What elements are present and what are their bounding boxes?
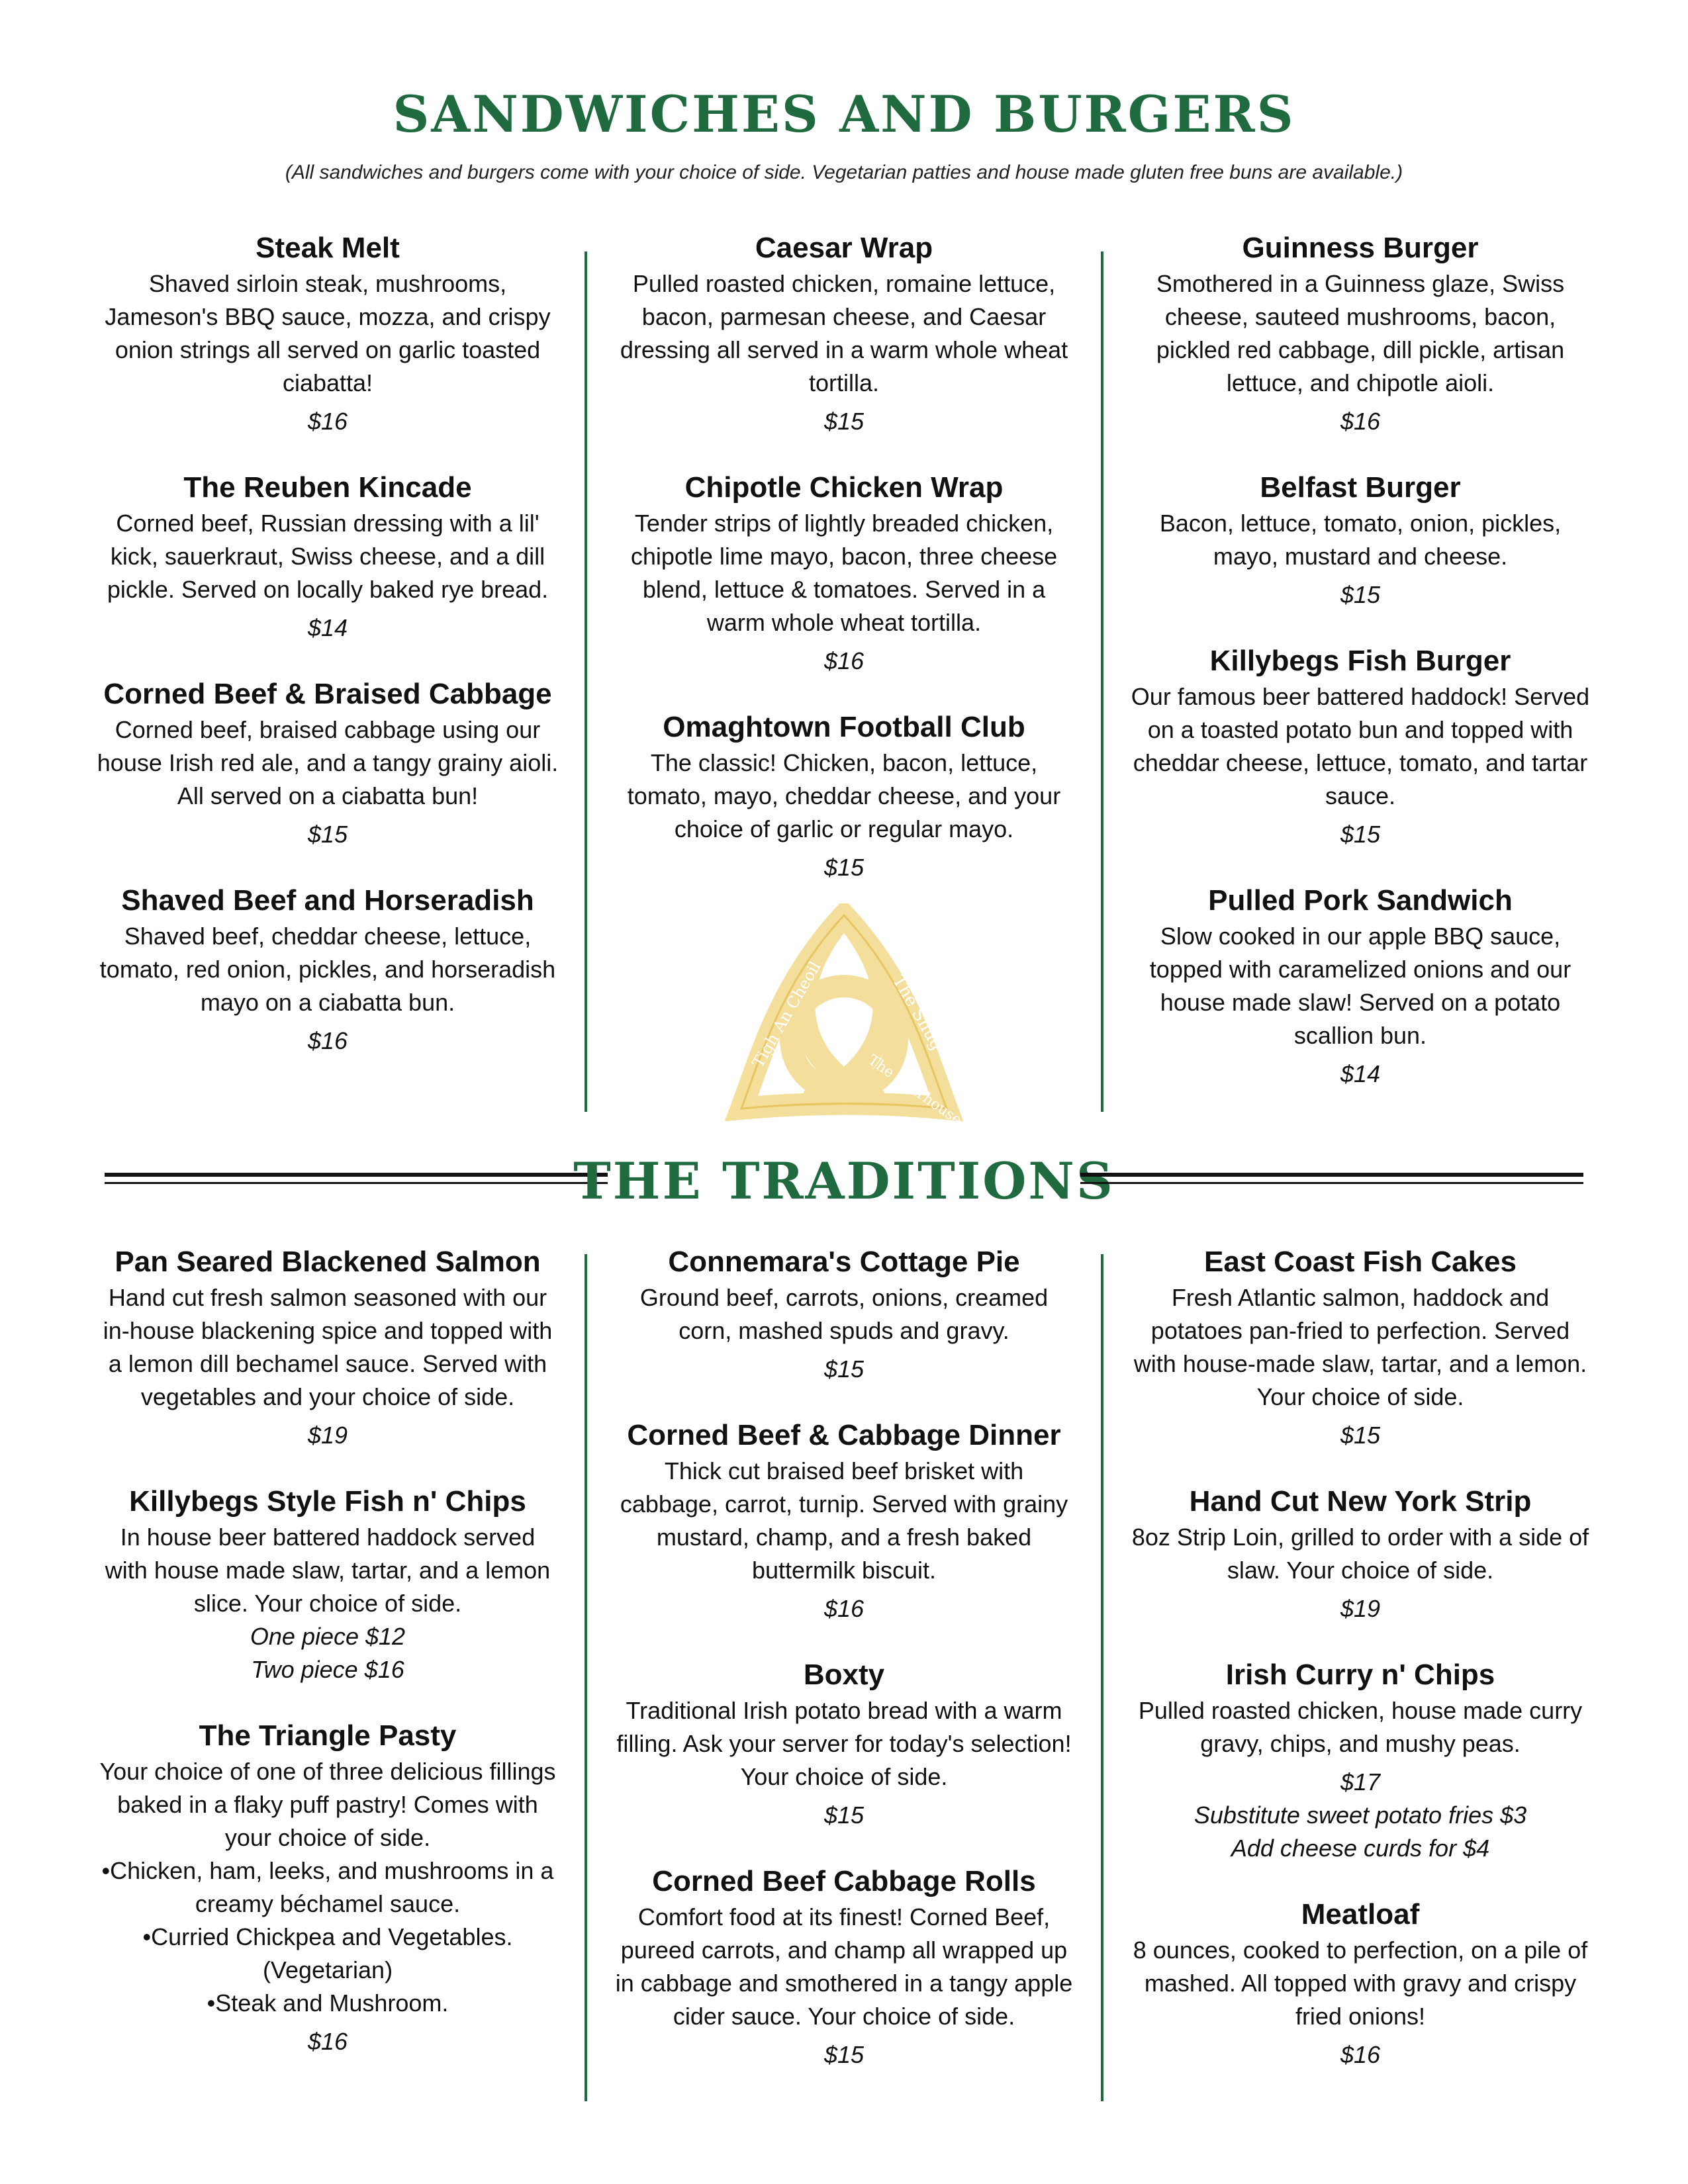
item-price: $16 [307, 408, 348, 435]
item-bullet: •Steak and Mushroom. [207, 1989, 449, 2017]
item-name: Steak Melt [256, 232, 400, 264]
item-bullet: •Chicken, ham, leeks, and mushrooms in a creamy béchamel sauce. [101, 1857, 554, 1917]
menu-item [96, 883, 559, 1058]
item-name: Meatloaf [1301, 1898, 1420, 1931]
logo-text-left: Tigh An Cheoil [748, 958, 825, 1071]
item-price: $16 [307, 2028, 348, 2055]
sandwiches-subtitle: (All sandwiches and burgers come with your choice of side. Vegetarian patties and house made gluten free buns are available.) [285, 161, 1403, 183]
item-description: Shaved sirloin steak, mushrooms, Jameson's BBQ sauce, mozza, and crispy onion strings all served on garlic toasted ciabatta! [105, 270, 551, 396]
item-description: Your choice of one of three delicious fillings baked in a flaky puff pastry! Comes with your choice of side. [99, 1758, 556, 1851]
menu-item [612, 1657, 1076, 1832]
item-price: $17 [1340, 1768, 1381, 1796]
menu-item [612, 709, 1076, 884]
column-divider [1101, 251, 1103, 1112]
menu-item [96, 1718, 559, 2058]
item-name: Hand Cut New York Strip [1189, 1485, 1532, 1518]
item-option: Two piece $16 [251, 1656, 404, 1683]
item-price: $14 [1340, 1060, 1381, 1087]
item-name: Guinness Burger [1242, 232, 1479, 264]
item-name: Corned Beef Cabbage Rolls [652, 1865, 1036, 1897]
item-price: $16 [823, 647, 865, 674]
menu-item [1129, 883, 1592, 1091]
item-name: Connemara's Cottage Pie [668, 1246, 1020, 1278]
menu-item [612, 230, 1076, 438]
item-price: $16 [307, 1027, 348, 1054]
item-name: Omaghtown Football Club [663, 711, 1025, 743]
item-price: $15 [823, 1801, 865, 1829]
item-description: Corned beef, braised cabbage using our house Irish red ale, and a tangy grainy aioli. All served on a ciabatta bun! [97, 716, 559, 809]
sandwiches-column-2 [612, 230, 1076, 916]
menu-item [1129, 470, 1592, 612]
traditions-column-1 [96, 1244, 559, 2090]
item-name: Boxty [803, 1659, 885, 1691]
item-price: $14 [307, 614, 348, 641]
item-description: Tender strips of lightly breaded chicken, chipotle lime mayo, bacon, three cheese blend, lettuce & tomatoes. Served in a warm whole wheat tortilla. [630, 510, 1058, 636]
item-description: Corned beef, Russian dressing with a lil' kick, sauerkraut, Swiss cheese, and a dill pickle. Served on locally baked rye bread. [107, 510, 549, 603]
item-name: The Reuben Kincade [183, 471, 472, 504]
item-name: Caesar Wrap [755, 232, 933, 264]
logo-text-top: The Snug [888, 972, 947, 1054]
item-option: Add cheese curds for $4 [1231, 1835, 1490, 1862]
item-description: Ground beef, carrots, onions, creamed corn, mashed spuds and gravy. [639, 1284, 1049, 1344]
item-price: $15 [823, 1355, 865, 1383]
item-description: 8oz Strip Loin, grilled to order with a side of slaw. Your choice of side. [1131, 1524, 1589, 1584]
item-description: Pulled roasted chicken, house made curry gravy, chips, and mushy peas. [1138, 1697, 1583, 1757]
item-description: Our famous beer battered haddock! Served on a toasted potato bun and topped with cheddar cheese, lettuce, tomato, and tartar sauce. [1131, 683, 1590, 809]
item-description: In house beer battered haddock served with house made slaw, tartar, and a lemon slice. Your choice of side. [105, 1524, 551, 1617]
item-description: Slow cooked in our apple BBQ sauce, topped with caramelized onions and our house made slaw! Served on a potato scallion bun. [1149, 923, 1571, 1049]
menu-item [612, 1418, 1076, 1625]
section-rule-right [1080, 1173, 1583, 1184]
item-name: Chipotle Chicken Wrap [684, 471, 1004, 504]
sandwiches-column-3 [1129, 230, 1592, 1122]
item-name: The Triangle Pasty [199, 1719, 457, 1752]
item-price: $19 [307, 1422, 348, 1449]
item-bullet: •Curried Chickpea and Vegetables. (Vegetarian) [142, 1923, 513, 1983]
item-description: Shaved beef, cheddar cheese, lettuce, tomato, red onion, pickles, and horseradish mayo on a ciabatta bun. [99, 923, 556, 1016]
item-name: Irish Curry n' Chips [1225, 1659, 1495, 1691]
item-price: $15 [823, 2041, 865, 2068]
logo-text-right: The Pourhouse [865, 1052, 965, 1128]
traditions-column-2 [612, 1244, 1076, 2103]
item-name: Killybegs Style Fish n' Chips [129, 1485, 526, 1518]
menu-item [1129, 1484, 1592, 1625]
item-name: Pan Seared Blackened Salmon [115, 1246, 541, 1278]
item-description: Thick cut braised beef brisket with cabbage, carrot, turnip. Served with grainy mustard, champ, and a fresh baked buttermilk biscuit. [620, 1457, 1068, 1584]
item-description: The classic! Chicken, bacon, lettuce, tomato, mayo, cheddar cheese, and your choice of garlic or regular mayo. [627, 749, 1061, 842]
item-name: Shaved Beef and Horseradish [121, 884, 534, 917]
item-price: $15 [1340, 821, 1381, 848]
triquetra-logo [715, 903, 973, 1128]
item-price: $15 [823, 854, 865, 881]
item-name: Belfast Burger [1260, 471, 1461, 504]
item-price: $15 [1340, 581, 1381, 608]
item-price: $15 [823, 408, 865, 435]
menu-item [96, 470, 559, 645]
section-title-sandwiches: SANDWICHES AND BURGERS [393, 85, 1295, 144]
item-description: Fresh Atlantic salmon, haddock and potatoes pan-fried to perfection. Served with house-made slaw, tartar, and a lemon. Your choice of side. [1133, 1284, 1587, 1410]
column-divider [585, 1254, 587, 2101]
item-option: Substitute sweet potato fries $3 [1194, 1801, 1527, 1829]
menu-item [96, 1484, 559, 1686]
menu-item [96, 676, 559, 851]
menu-item [1129, 643, 1592, 851]
item-price: $15 [1340, 1422, 1381, 1449]
menu-item [1129, 1244, 1592, 1452]
item-description: Hand cut fresh salmon seasoned with our in-house blackening spice and topped with a lemon dill bechamel sauce. Served with vegetables and your choice of side. [103, 1284, 553, 1410]
menu-item [612, 470, 1076, 678]
item-price: $16 [1340, 408, 1381, 435]
menu-item [1129, 1657, 1592, 1865]
item-description: 8 ounces, cooked to perfection, on a pile of mashed. All topped with gravy and crispy fried onions! [1133, 1936, 1588, 2030]
section-title-traditions: THE TRADITIONS [573, 1152, 1115, 1210]
item-name: Corned Beef & Cabbage Dinner [627, 1419, 1061, 1451]
column-divider [1101, 1254, 1103, 2101]
item-name: Pulled Pork Sandwich [1208, 884, 1513, 917]
item-price: $15 [307, 821, 348, 848]
menu-item [96, 230, 559, 438]
column-divider [585, 251, 587, 1112]
sandwiches-column-1 [96, 230, 559, 1089]
item-description: Bacon, lettuce, tomato, onion, pickles, mayo, mustard and cheese. [1159, 510, 1562, 570]
item-name: Corned Beef & Braised Cabbage [103, 678, 552, 710]
menu-item [1129, 230, 1592, 438]
item-description: Comfort food at its finest! Corned Beef, pureed carrots, and champ all wrapped up in cabbage and smothered in a tangy apple cider sauce. Your choice of side. [615, 1903, 1073, 2030]
item-price: $16 [1340, 2041, 1381, 2068]
menu-item [612, 1244, 1076, 1386]
item-price: $19 [1340, 1595, 1381, 1622]
traditions-column-3 [1129, 1244, 1592, 2103]
item-name: Killybegs Fish Burger [1209, 645, 1511, 677]
item-description: Traditional Irish potato bread with a warm filling. Ask your server for today's selection! Your choice of side. [616, 1697, 1072, 1790]
menu-item [1129, 1897, 1592, 2071]
item-description: Smothered in a Guinness glaze, Swiss cheese, sauteed mushrooms, bacon, pickled red cabbage, dill pickle, artisan lettuce, and chipotle aioli. [1156, 270, 1565, 396]
item-description: Pulled roasted chicken, romaine lettuce, bacon, parmesan cheese, and Caesar dressing all served in a warm whole wheat tortilla. [620, 270, 1068, 396]
menu-item [96, 1244, 559, 1452]
item-option: One piece $12 [250, 1623, 406, 1650]
item-name: East Coast Fish Cakes [1204, 1246, 1517, 1278]
item-price: $16 [823, 1595, 865, 1622]
menu-item [612, 1864, 1076, 2071]
